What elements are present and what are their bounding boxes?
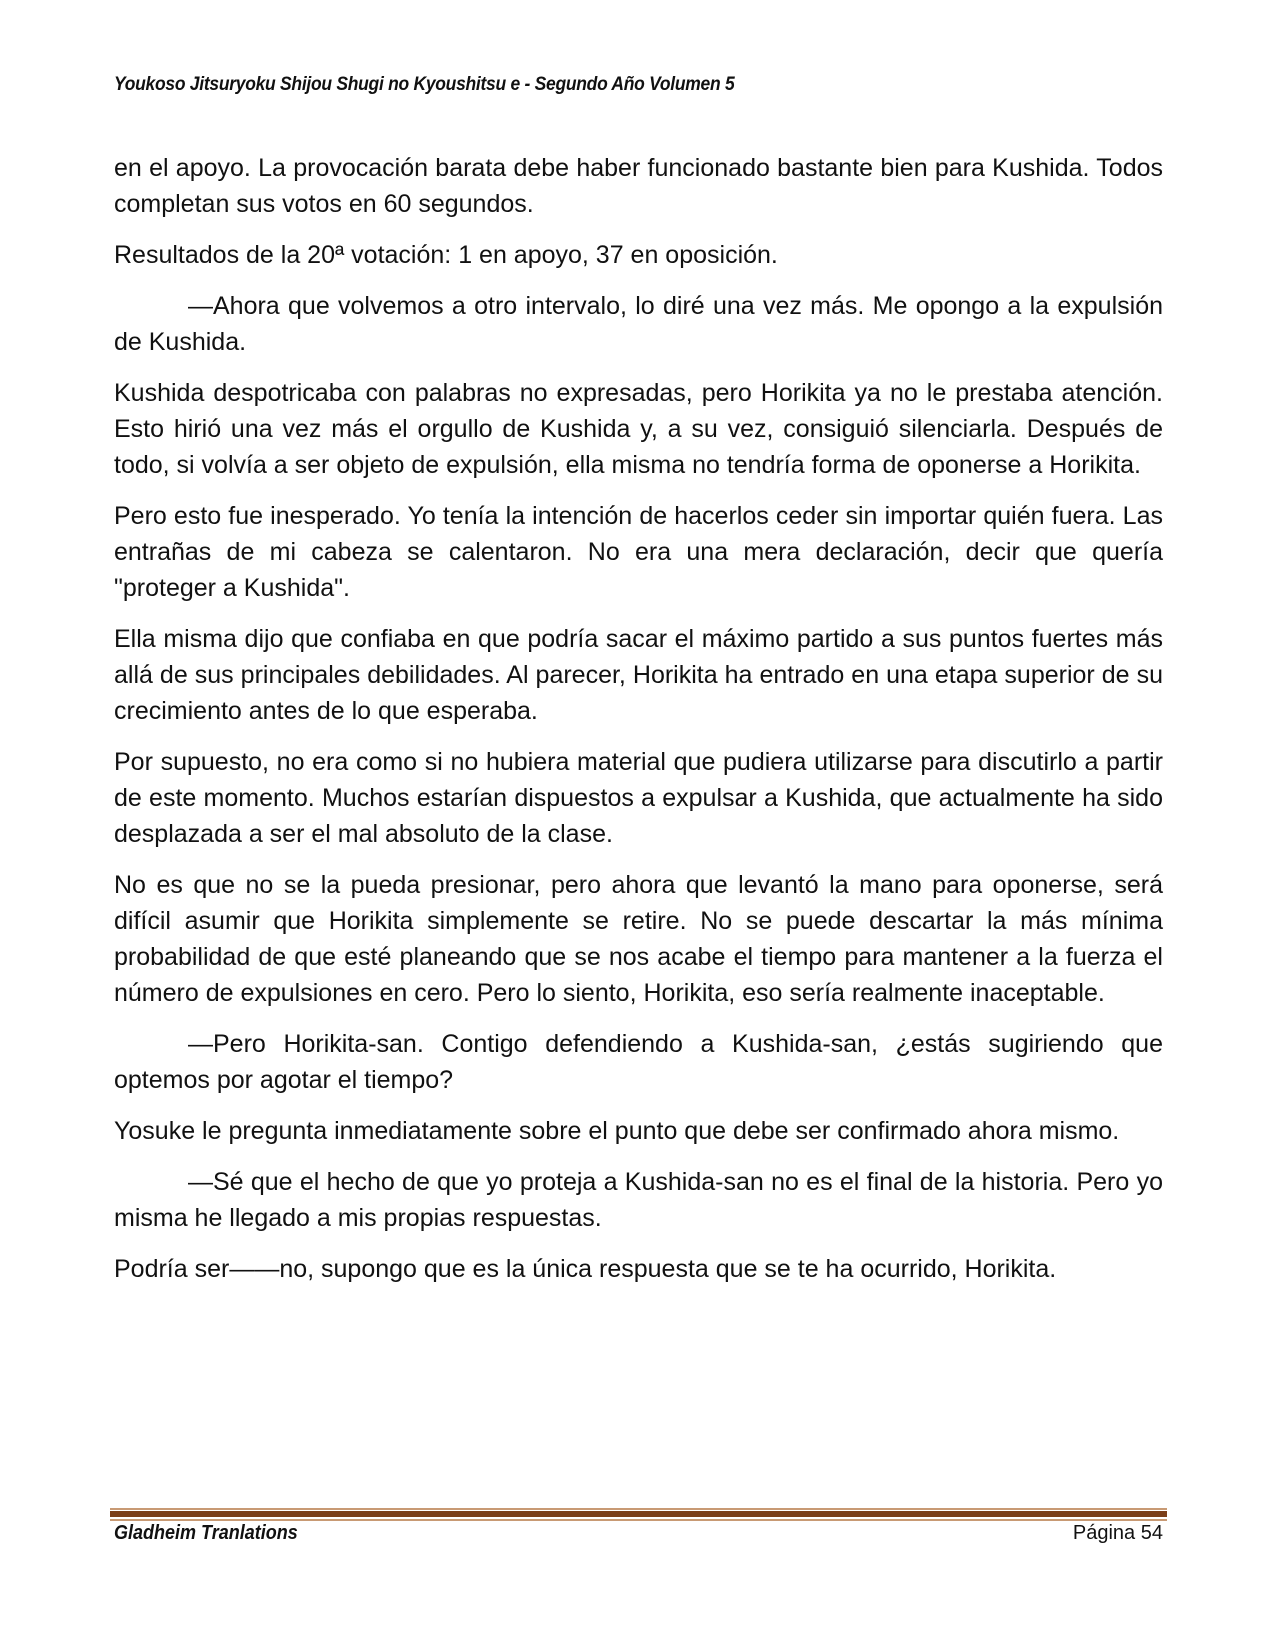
footer-rule-thin-top [110, 1508, 1167, 1510]
page-number-value: 54 [1140, 1522, 1163, 1544]
footer-credit: Gladheim Tranlations [114, 1522, 298, 1544]
footer-rule-thin-bottom [110, 1519, 1167, 1521]
paragraph: No es que no se la pueda presionar, pero ahora que levantó la mano para oponerse, será difícil asumir que Horikita simplemente se retire. No se puede descartar la más mínima probabilidad de que esté planeando que se nos acabe el tiempo para mantener a la fuerza el número de expulsiones en cero. Pero lo siento, Horikita, eso sería realmente inaceptable. [114, 871, 1163, 1007]
paragraph: en el apoyo. La provocación barata debe haber funcionado bastante bien para Kushida. Todos completan sus votos en 60 segundos. [114, 154, 1163, 218]
dialogue-paragraph: —Sé que el hecho de que yo proteja a Kushida-san no es el final de la historia. Pero yo misma he llegado a mis propias respuestas. [114, 1168, 1163, 1232]
paragraph: Por supuesto, no era como si no hubiera material que pudiera utilizarse para discutirlo a partir de este momento. Muchos estarían dispuestos a expulsar a Kushida, que actualmente ha sido desplazada a ser el mal absoluto de la clase. [114, 748, 1163, 848]
page-body [114, 150, 1163, 1302]
dialogue-paragraph: —Pero Horikita-san. Contigo defendiendo a Kushida-san, ¿estás sugiriendo que optemos por agotar el tiempo? [114, 1030, 1163, 1094]
footer-rule-thick [110, 1511, 1167, 1517]
paragraph: Ella misma dijo que confiaba en que podría sacar el máximo partido a sus puntos fuertes más allá de sus principales debilidades. Al parecer, Horikita ha entrado en una etapa superior de su crecimiento antes de lo que esperaba. [114, 625, 1163, 725]
paragraph: Yosuke le pregunta inmediatamente sobre el punto que debe ser confirmado ahora mismo. [114, 1117, 1120, 1145]
dialogue-paragraph: —Ahora que volvemos a otro intervalo, lo diré una vez más. Me opongo a la expulsión de Kushida. [114, 292, 1163, 356]
paragraph: Podría ser——no, supongo que es la única respuesta que se te ha ocurrido, Horikita. [114, 1255, 1057, 1283]
page-label: Página [1072, 1522, 1136, 1544]
page-number [1073, 1522, 1163, 1545]
paragraph: Pero esto fue inesperado. Yo tenía la intención de hacerlos ceder sin importar quién fuera. Las entrañas de mi cabeza se calentaron. No era una mera declaración, decir que quería "proteger a Kushida". [114, 502, 1163, 602]
running-header: Youkoso Jitsuryoku Shijou Shugi no Kyoushitsu e - Segundo Año Volumen 5 [114, 74, 735, 95]
paragraph: Resultados de la 20ª votación: 1 en apoyo, 37 en oposición. [114, 241, 778, 269]
paragraph: Kushida despotricaba con palabras no expresadas, pero Horikita ya no le prestaba atención. Esto hirió una vez más el orgullo de Kushida y, a su vez, consiguió silenciarla. Después de todo, si volvía a ser objeto de expulsión, ella misma no tendría forma de oponerse a Horikita. [114, 379, 1163, 479]
